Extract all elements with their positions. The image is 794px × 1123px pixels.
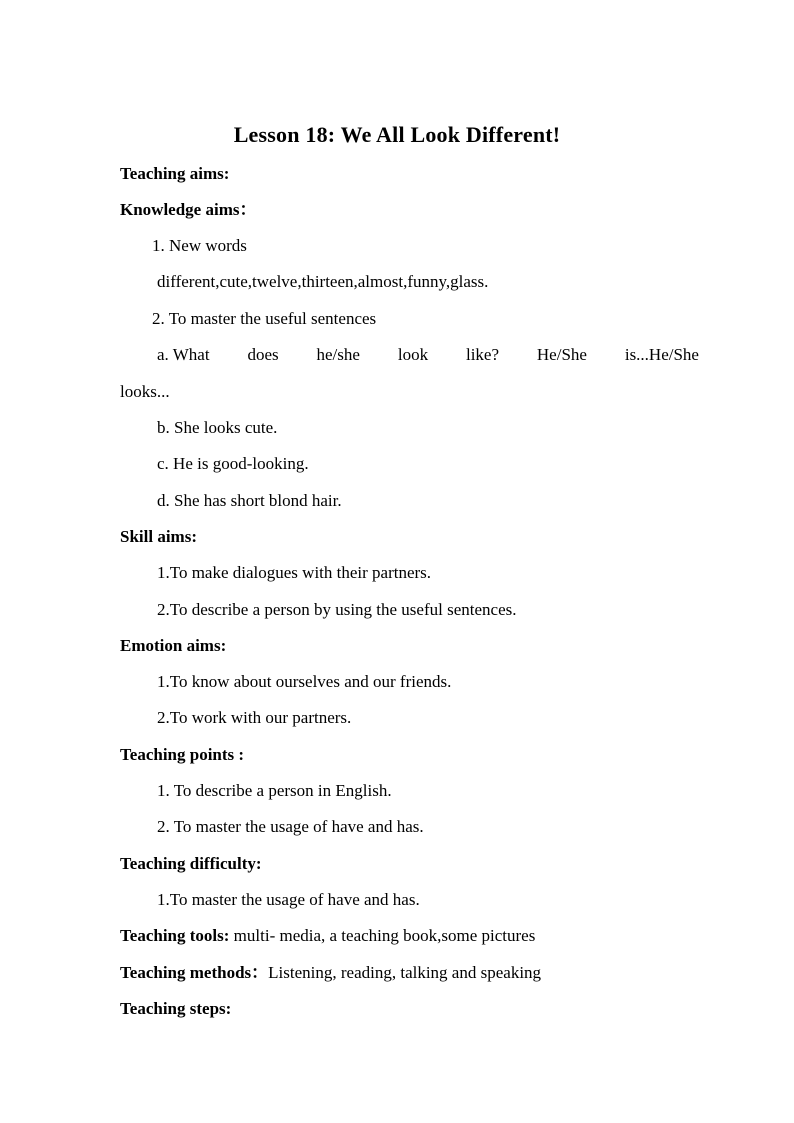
- sentence-a-part: a. What: [157, 345, 210, 364]
- sentence-c: c. He is good-looking.: [157, 454, 309, 473]
- sentence-a-part: is...He/She: [624, 345, 699, 364]
- sentence-a-part: He/She: [536, 345, 587, 364]
- sentence-a-line: [157, 344, 699, 366]
- emotion-aim-2: 2.To work with our partners.: [157, 708, 352, 727]
- sentence-b: b. She looks cute.: [157, 418, 278, 437]
- emotion-aim-1: 1.To know about ourselves and our friends.: [157, 672, 452, 691]
- teaching-points-heading: Teaching points :: [120, 745, 245, 764]
- new-words-item: 1. New words: [152, 236, 247, 255]
- skill-aim-1: 1.To make dialogues with their partners.: [157, 563, 432, 582]
- teaching-point-1: 1. To describe a person in English.: [157, 781, 392, 800]
- skill-aim-2: 2.To describe a person by using the useful sentences.: [157, 600, 517, 619]
- teaching-tools-label: Teaching tools:: [120, 926, 230, 945]
- new-words-list: different,cute,twelve,thirteen,almost,funny,glass.: [157, 272, 489, 291]
- teaching-point-2: 2. To master the usage of have and has.: [157, 817, 424, 836]
- teaching-methods-line: [120, 962, 541, 984]
- teaching-methods-label: Teaching methods：: [120, 963, 269, 982]
- knowledge-aims-heading: Knowledge aims：: [120, 200, 257, 219]
- emotion-aims-heading: Emotion aims:: [120, 636, 227, 655]
- sentence-a-part: look: [397, 345, 429, 364]
- teaching-aims-heading: Teaching aims:: [120, 164, 230, 183]
- teaching-steps-heading: Teaching steps:: [120, 999, 232, 1018]
- sentence-a-part: does: [247, 345, 279, 364]
- sentence-d: d. She has short blond hair.: [157, 491, 342, 510]
- teaching-difficulty-heading: Teaching difficulty:: [120, 854, 262, 873]
- teaching-tools-line: [120, 925, 535, 947]
- sentence-a-continuation: looks...: [120, 382, 170, 401]
- sentence-a-part: he/she: [316, 345, 360, 364]
- lesson-title: Lesson 18: We All Look Different!: [233, 122, 561, 147]
- teaching-methods-value: Listening, reading, talking and speaking: [268, 963, 542, 982]
- teaching-difficulty-1: 1.To master the usage of have and has.: [157, 890, 420, 909]
- sentence-a-part: like?: [465, 345, 500, 364]
- skill-aims-heading: Skill aims:: [120, 527, 197, 546]
- useful-sentences-item: 2. To master the useful sentences: [152, 309, 377, 328]
- teaching-tools-value: multi- media, a teaching book,some pictures: [229, 926, 536, 945]
